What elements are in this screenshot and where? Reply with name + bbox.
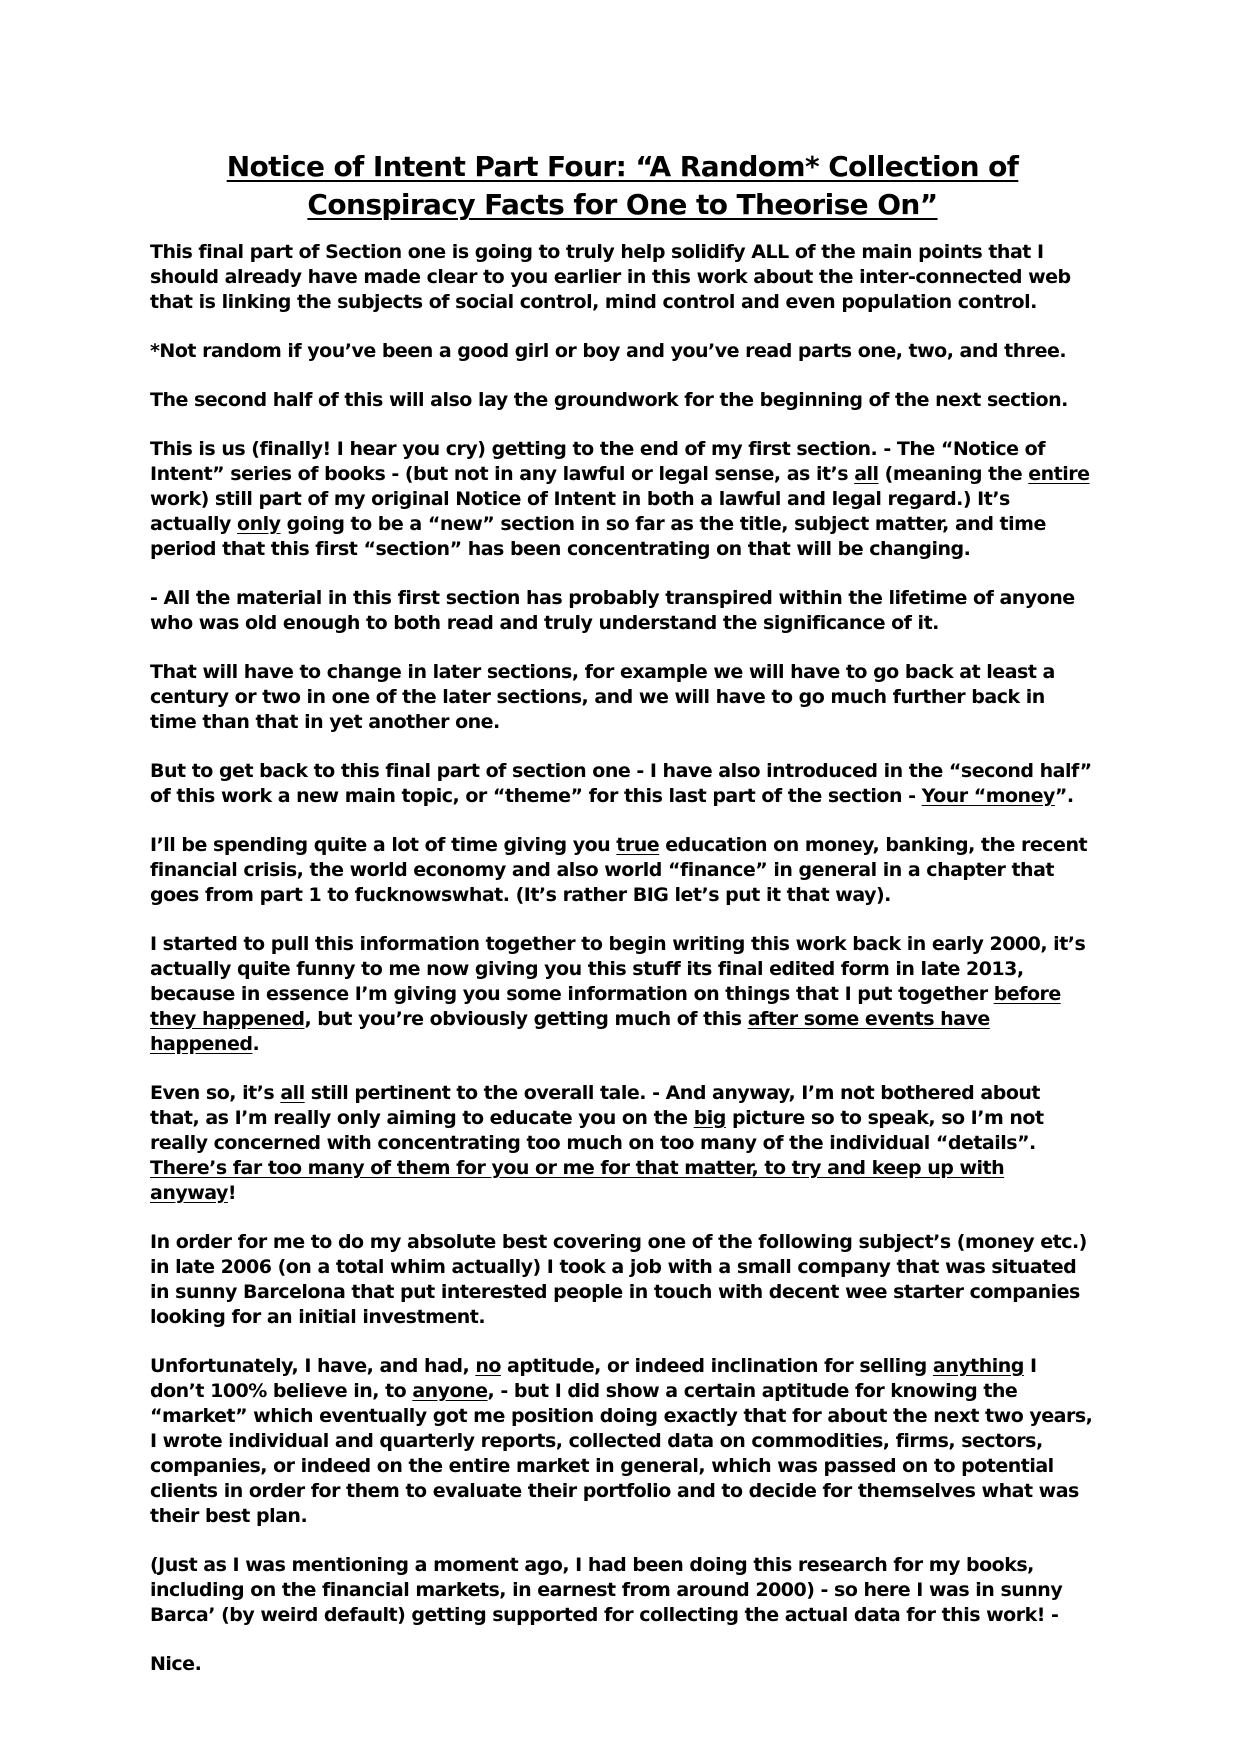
body-paragraph bbox=[150, 932, 1095, 1057]
paragraph-text: . bbox=[252, 1033, 260, 1055]
body-paragraph bbox=[150, 437, 1095, 562]
paragraph-text: I started to pull this information together to begin writing this work back in early 2000, it’s actually quite funny to me now giving you this stuff its final edited form in late 2013, because in essence I’m giving you some information on things that I put together bbox=[150, 933, 1086, 1005]
body-paragraph bbox=[150, 1553, 1095, 1628]
paragraph-text: picture so to speak, so I’m not really concerned with concentrating too much on too many of the individual “details”. bbox=[150, 1107, 1044, 1154]
document-body bbox=[150, 240, 1095, 1677]
body-paragraph bbox=[150, 1081, 1095, 1206]
paragraph-text: - All the material in this first section has probably transpired within the lifetime of anyone who was old enough to both read and truly understand the significance of it. bbox=[150, 587, 1075, 634]
underlined-text: all bbox=[280, 1082, 305, 1104]
underlined-text: Your “money bbox=[921, 785, 1055, 807]
paragraph-text: This is us (finally! I hear you cry) getting to the end of my first section. - The “Notice of Intent” series of books - (but not in any lawful or legal sense, as it’s bbox=[150, 438, 1045, 485]
underlined-text: before they happened bbox=[150, 983, 1061, 1030]
paragraph-text: (Just as I was mentioning a moment ago, I had been doing this research for my books, including on the financial markets, in earnest from around 2000) - so here I was in sunny Barca’ (by weird default) getting supported for collecting the actual data for this work! - bbox=[150, 1554, 1063, 1626]
paragraph-text: aptitude, or indeed inclination for selling bbox=[500, 1355, 933, 1377]
body-paragraph bbox=[150, 586, 1095, 636]
paragraph-text: education on money, banking, the recent financial crisis, the world economy and also world “finance” in general in a chapter that goes from part 1 to fucknowswhat. (It’s rather BIG let’s put it that way). bbox=[150, 834, 1088, 906]
paragraph-text: ! bbox=[227, 1182, 237, 1204]
paragraph-text: work) still part of my original Notice of Intent in both a lawful and legal regard.) It’s actually bbox=[150, 488, 1010, 535]
body-paragraph bbox=[150, 759, 1095, 809]
underlined-text: no bbox=[475, 1355, 501, 1377]
body-paragraph bbox=[150, 240, 1095, 315]
paragraph-text: , but you’re obviously getting much of this bbox=[304, 1008, 748, 1030]
paragraph-text: The second half of this will also lay the groundwork for the beginning of the next section. bbox=[150, 389, 1068, 411]
underlined-text: anything bbox=[932, 1355, 1024, 1377]
underlined-text: big bbox=[693, 1107, 726, 1129]
paragraph-text: *Not random if you’ve been a good girl or boy and you’ve read parts one, two, and three. bbox=[150, 340, 1067, 362]
paragraph-text: ”. bbox=[1054, 785, 1074, 807]
paragraph-text: This final part of Section one is going to truly help solidify ALL of the main points that I should already have made clear to you earlier in this work about the inter-connected web that is linking the subjects of social control, mind control and even population control. bbox=[150, 241, 1071, 313]
title-line-2: Conspiracy Facts for One to Theorise On” bbox=[307, 188, 938, 221]
body-paragraph bbox=[150, 1230, 1095, 1330]
paragraph-text: still pertinent to the overall tale. - And anyway, I’m not bothered about that, as I’m really only aiming to educate you on the bbox=[150, 1082, 1040, 1129]
underlined-text: all bbox=[854, 463, 879, 485]
paragraph-text: In order for me to do my absolute best covering one of the following subject’s (money etc.) in late 2006 (on a total whim actually) I took a job with a small company that was situated in sunny Barcelona that put interested people in touch with decent wee starter companies looking for an initial investment. bbox=[150, 1231, 1087, 1328]
paragraph-text: I don’t 100% believe in, to bbox=[150, 1355, 1037, 1402]
body-paragraph bbox=[150, 660, 1095, 735]
paragraph-text: Unfortunately, I have, and had, bbox=[150, 1355, 476, 1377]
underlined-text: entire bbox=[1028, 463, 1090, 485]
paragraph-text: I’ll be spending quite a lot of time giving you bbox=[150, 834, 617, 856]
underlined-text: after some events have happened bbox=[150, 1008, 990, 1055]
paragraph-text: But to get back to this final part of section one - I have also introduced in the “second half” of this work a new main topic, or “theme” for this last part of the section - bbox=[150, 760, 1092, 807]
body-paragraph bbox=[150, 1652, 1095, 1677]
underlined-text: anyone bbox=[412, 1380, 488, 1402]
paragraph-text: (meaning the bbox=[878, 463, 1029, 485]
body-paragraph bbox=[150, 1354, 1095, 1529]
body-paragraph bbox=[150, 388, 1095, 413]
title-line-1: Notice of Intent Part Four: “A Random* Collection of bbox=[226, 150, 1019, 183]
paragraph-text: That will have to change in later sections, for example we will have to go back at least a century or two in one of the later sections, and we will have to go much further back in time than that in yet another one. bbox=[150, 661, 1055, 733]
document-title bbox=[150, 148, 1095, 224]
paragraph-text: Nice. bbox=[150, 1653, 202, 1675]
paragraph-text: Even so, it’s bbox=[150, 1082, 281, 1104]
underlined-text: only bbox=[237, 513, 281, 535]
document-page bbox=[150, 148, 1095, 1701]
underlined-text: true bbox=[616, 834, 660, 856]
body-paragraph bbox=[150, 339, 1095, 364]
underlined-text: There’s far too many of them for you or me for that matter, to try and keep up with anyway bbox=[150, 1157, 1005, 1204]
body-paragraph bbox=[150, 833, 1095, 908]
paragraph-text: going to be a “new” section in so far as the title, subject matter, and time period that this first “section” has been concentrating on that will be changing. bbox=[150, 513, 1046, 560]
paragraph-text: , - but I did show a certain aptitude for knowing the “market” which eventually got me position doing exactly that for about the next two years, I wrote individual and quarterly reports, collected data on commodities, firms, sectors, companies, or indeed on the entire market in general, which was passed on to potential clients in order for them to evaluate their portfolio and to decide for themselves what was their best plan. bbox=[150, 1380, 1093, 1527]
